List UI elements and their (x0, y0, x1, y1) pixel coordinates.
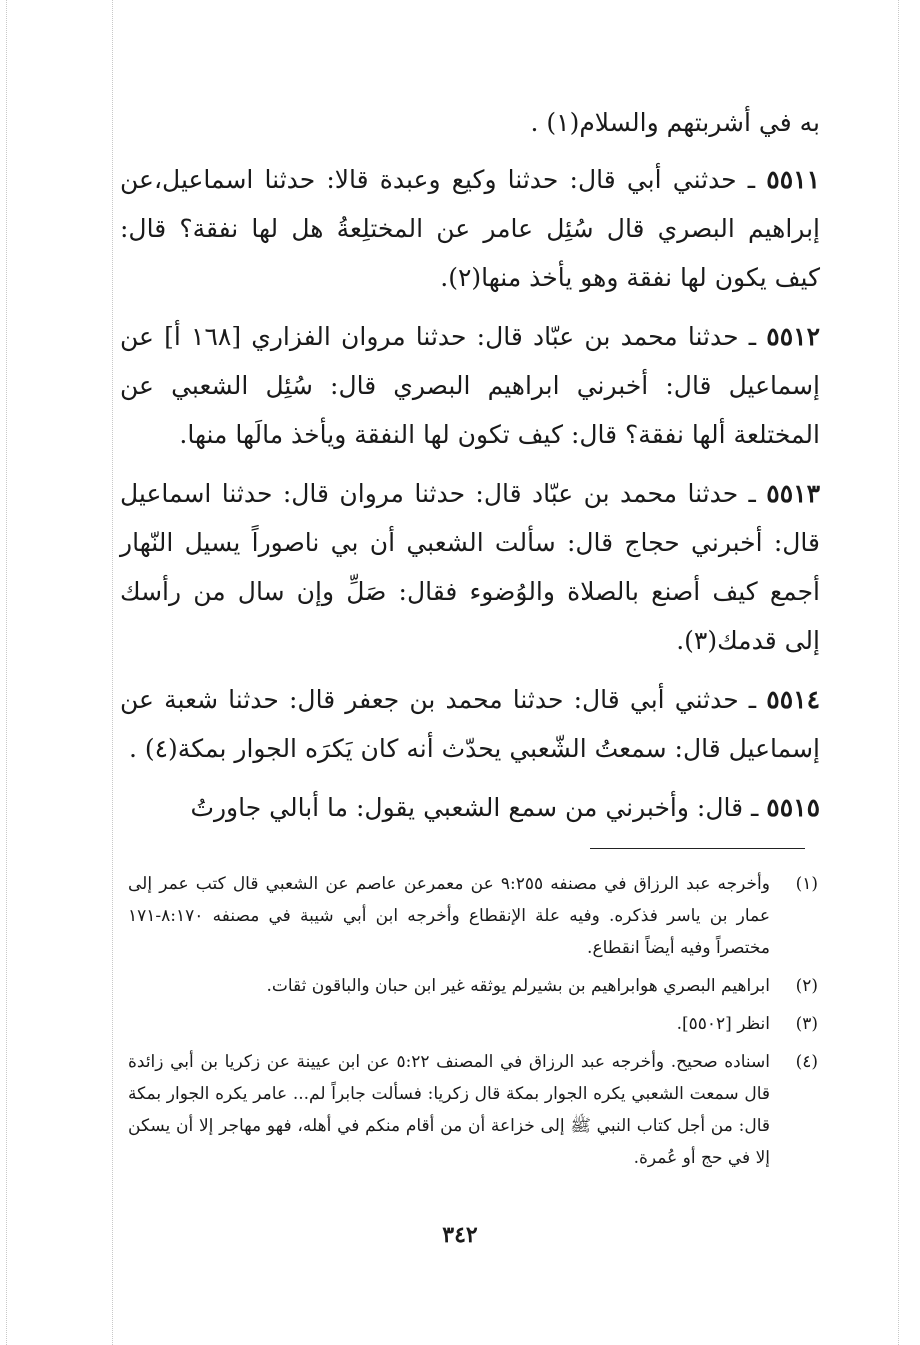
hadith-5515 (120, 783, 820, 832)
footnotes (128, 868, 818, 1180)
hadith-5511 (120, 155, 820, 302)
footnote-1 (128, 868, 818, 964)
margin-guide-inner (112, 0, 113, 1345)
footnote-number: (١) (795, 874, 818, 894)
margin-guide-right (898, 0, 899, 1345)
footnote-2 (128, 970, 818, 1002)
hadith-text: ـ حدثني أبي قال: حدثنا وكيع وعبدة قالا: حدثنا اسماعيل،عن إبراهيم البصري قال سُئِل عامر عن المختلِعةُ هل لها نفقة؟ قال: كيف يكون لها نفقة وهو يأخذ منها(٢). (120, 165, 820, 292)
footnote-text: وأخرجه عبد الرزاق في مصنفه ٩:٢٥٥ عن معمرعن عاصم عن الشعبي قال كتب عمر إلى عمار بن ياسر فذكره. وفيه علة الإنقطاع وأخرجه ابن أبي شيبة في مصنفه ٨:١٧٠-١٧١ مختصراً وفيه أيضاً انقطاع. (128, 874, 770, 958)
hadith-number: ٥٥١٣ (766, 479, 820, 508)
hadith-5514 (120, 675, 820, 773)
footnote-number: (٢) (795, 976, 818, 996)
footnote-text: ابراهيم البصري هوابراهيم بن بشيرلم يوثقه غير ابن حبان والباقون ثقات. (266, 976, 770, 996)
hadith-number: ٥٥١١ (766, 165, 820, 194)
hadith-text: ـ حدثني أبي قال: حدثنا محمد بن جعفر قال: حدثنا شعبة عن إسماعيل قال: سمعتُ الشّعبي يحدّث أنه كان يَكرَه الجوار بمكة(٤) . (120, 685, 820, 763)
footnote-number: (٣) (795, 1014, 818, 1034)
hadith-number: ٥٥١٤ (766, 685, 820, 714)
hadith-number: ٥٥١٢ (766, 322, 820, 351)
page-number: ٣٤٢ (442, 1222, 478, 1248)
hadith-text: ـ حدثنا محمد بن عبّاد قال: حدثنا مروان الفزاري [١٦٨ أ] عن إسماعيل قال: أخبرني ابراهيم البصري قال: سُئِل الشعبي عن المختلعة ألها نفقة؟ قال: كيف تكون لها النفقة ويأخذ مالَها منها. (120, 322, 820, 449)
footnote-number: (٤) (795, 1052, 818, 1072)
hadith-5513 (120, 469, 820, 665)
footnote-4 (128, 1046, 818, 1174)
main-text (120, 98, 820, 842)
margin-guide-left (6, 0, 7, 1345)
hadith-text: ـ حدثنا محمد بن عبّاد قال: حدثنا مروان قال: حدثنا اسماعيل قال: أخبرني حجاج قال: سألت الشعبي أن بي ناصوراً يسيل النّهار أجمع كيف أصنع بالصلاة والوُضوء فقال: صَلِّ وإن سال من رأسك إلى قدمك(٣). (120, 479, 820, 655)
footnote-divider (590, 848, 805, 849)
hadith-5512 (120, 312, 820, 459)
hadith-text: ـ قال: وأخبرني من سمع الشعبي يقول: ما أبالي جاورتُ (190, 793, 759, 822)
hadith-number: ٥٥١٥ (766, 793, 820, 822)
footnote-text: انظر [٥٥٠٢]. (676, 1014, 770, 1034)
footnote-text: اسناده صحيح. وأخرجه عبد الرزاق في المصنف ٥:٢٢ عن ابن عيينة عن زكريا بن أبي زائدة قال سمعت الشعبي يكره الجوار بمكة قال زكريا: فسألت جابراً لم... عامر يكره الجوار بمكة قال: من أجل كتاب النبي ﷺ إلى خزاعة أن من أقام منكم في أهله، فهو مهاجر إلا أن يسكن إلا في حج أو عُمرة. (128, 1052, 771, 1168)
continuation-line: به في أشربتهم والسلام(١) . (530, 108, 820, 137)
footnote-3 (128, 1008, 818, 1040)
